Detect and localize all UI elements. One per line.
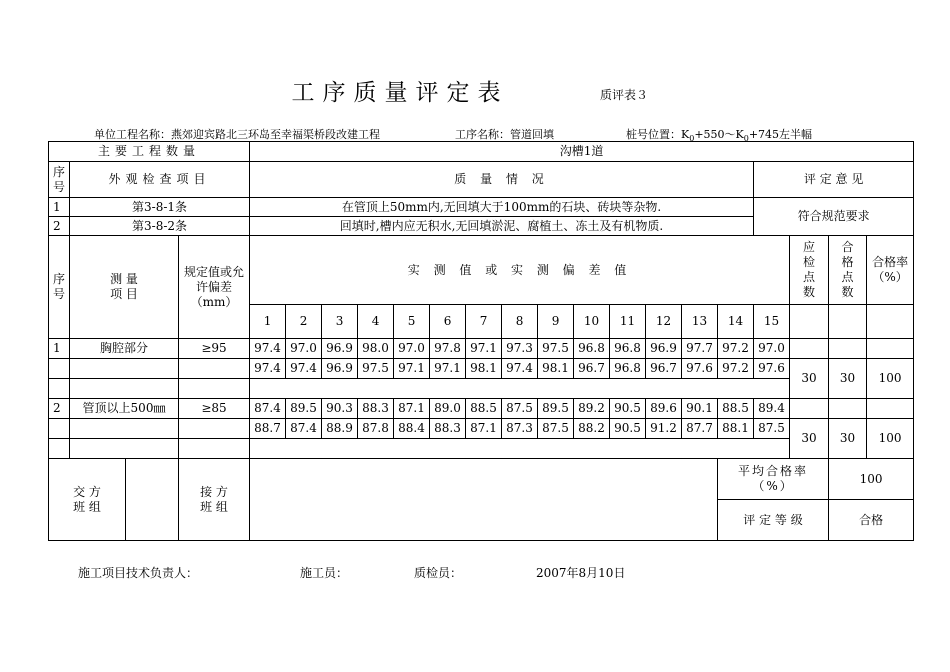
process-value: 管道回填: [510, 128, 554, 141]
empty-cell: [49, 359, 70, 379]
value-cell: 88.3: [430, 419, 466, 439]
col-header: 10: [574, 305, 610, 339]
value-cell: 87.1: [394, 399, 430, 419]
col-header: 5: [394, 305, 430, 339]
process-name: [455, 126, 554, 142]
value-cell: 90.3: [322, 399, 358, 419]
main-qty-label: 主要工程数量: [49, 142, 250, 162]
empty-cell: [70, 359, 179, 379]
value-cell: 97.1: [430, 359, 466, 379]
check-no: 2: [49, 217, 70, 236]
value-cell: 87.7: [682, 419, 718, 439]
value-cell: 87.1: [466, 419, 502, 439]
tolerance-label: 规定值或允许偏差（mm）: [179, 236, 250, 339]
pile-sub2: 0: [743, 134, 749, 144]
empty-cell: [179, 419, 250, 439]
col-header: 9: [538, 305, 574, 339]
empty-cell: [70, 439, 179, 459]
avg-rate-value: 100: [829, 459, 914, 500]
col-header: 8: [502, 305, 538, 339]
empty-cell: [49, 379, 70, 399]
value-cell: 97.1: [466, 339, 502, 359]
value-cell: 89.4: [754, 399, 790, 419]
value-cell: 96.8: [574, 339, 610, 359]
form-title: 工序质量评定表: [291, 80, 509, 106]
value-cell: 98.1: [466, 359, 502, 379]
check-item: 第3-8-1条: [70, 198, 250, 217]
measure-tol: ≥85: [179, 399, 250, 419]
value-cell: 96.7: [574, 359, 610, 379]
value-cell: 97.0: [286, 339, 322, 359]
empty-cell: [790, 339, 829, 359]
opinion-value: 符合规范要求: [754, 198, 914, 236]
col-header: 1: [250, 305, 286, 339]
handover-team-label: 交 方 班 组: [49, 459, 126, 541]
value-cell: 88.2: [574, 419, 610, 439]
empty-cell: [179, 359, 250, 379]
measured-label: 实 测 值 或 实 测 偏 差 值: [250, 236, 790, 305]
tech-lead-label: 施工项目技术负责人：: [78, 566, 199, 580]
rate-value: 100: [867, 419, 914, 459]
value-cell: 97.8: [430, 339, 466, 359]
appearance-label: 外观检查项目: [70, 162, 250, 198]
col-header: 4: [358, 305, 394, 339]
value-cell: 87.3: [502, 419, 538, 439]
rate-label: 合格率（%）: [867, 236, 914, 305]
value-cell: 89.6: [646, 399, 682, 419]
empty-cell: [49, 439, 70, 459]
quality-table: [48, 141, 914, 541]
qualified-value: 30: [829, 419, 867, 459]
pile-k1: K: [681, 128, 690, 141]
measure-no: 1: [49, 339, 70, 359]
check-desc: 在管顶上50mm内,无回填大于100mm的石块、砖块等杂物.: [250, 198, 754, 217]
unit-project: [94, 126, 380, 142]
empty-cell: [829, 339, 867, 359]
pile-mid: +550～K: [694, 128, 744, 141]
grade-value: 合格: [829, 500, 914, 541]
main-qty-value: 沟槽1道: [250, 142, 914, 162]
points-value: 30: [790, 359, 829, 399]
value-cell: 87.4: [286, 419, 322, 439]
measure-item: 管顶以上500㎜: [70, 399, 179, 419]
value-cell: 97.7: [682, 339, 718, 359]
quality-label: 质 量 情 况: [250, 162, 754, 198]
value-cell: 90.1: [682, 399, 718, 419]
col-header: 2: [286, 305, 322, 339]
empty-cell: [250, 379, 790, 399]
measure-item: 胸腔部分: [70, 339, 179, 359]
value-cell: 89.5: [286, 399, 322, 419]
empty-cell: [179, 379, 250, 399]
value-cell: 97.5: [538, 339, 574, 359]
col-header: 15: [754, 305, 790, 339]
empty-cell: [790, 305, 829, 339]
value-cell: 88.9: [322, 419, 358, 439]
value-cell: 97.4: [286, 359, 322, 379]
value-cell: 97.1: [394, 359, 430, 379]
value-cell: 96.7: [646, 359, 682, 379]
value-cell: 89.0: [430, 399, 466, 419]
avg-rate-label: 平均合格率（%）: [718, 459, 829, 500]
qualified-value: 30: [829, 359, 867, 399]
col-header: 7: [466, 305, 502, 339]
value-cell: 87.5: [538, 419, 574, 439]
value-cell: 89.5: [538, 399, 574, 419]
value-cell: 89.2: [574, 399, 610, 419]
empty-cell: [49, 419, 70, 439]
measure-tol: ≥95: [179, 339, 250, 359]
measure-no: 2: [49, 399, 70, 419]
opinion-label: 评 定 意 见: [754, 162, 914, 198]
rate-value: 100: [867, 359, 914, 399]
value-cell: 87.4: [250, 399, 286, 419]
empty-cell: [70, 419, 179, 439]
empty-cell: [790, 399, 829, 419]
empty-cell: [70, 379, 179, 399]
measure-item-label: 测 量 项 目: [70, 236, 179, 339]
value-cell: 88.4: [394, 419, 430, 439]
value-cell: 97.3: [502, 339, 538, 359]
value-cell: 90.5: [610, 419, 646, 439]
col-header: 11: [610, 305, 646, 339]
col-header: 6: [430, 305, 466, 339]
value-cell: 97.4: [502, 359, 538, 379]
value-cell: 97.6: [754, 359, 790, 379]
value-cell: 96.9: [322, 339, 358, 359]
value-cell: 96.8: [610, 359, 646, 379]
value-cell: 97.2: [718, 359, 754, 379]
value-cell: 97.6: [682, 359, 718, 379]
seq-label: 序号: [49, 162, 70, 198]
points-value: 30: [790, 419, 829, 459]
value-cell: 88.5: [718, 399, 754, 419]
value-cell: 97.4: [250, 359, 286, 379]
empty-cell: [250, 439, 790, 459]
value-cell: 96.8: [610, 339, 646, 359]
value-cell: 88.3: [358, 399, 394, 419]
value-cell: 87.8: [358, 419, 394, 439]
qualified-label: 合格点数: [829, 236, 867, 305]
col-header: 14: [718, 305, 754, 339]
check-desc: 回填时,槽内应无积水,无回填淤泥、腐植土、冻土及有机物质.: [250, 217, 754, 236]
value-cell: 88.7: [250, 419, 286, 439]
value-cell: 91.2: [646, 419, 682, 439]
value-cell: 98.1: [538, 359, 574, 379]
form-number: 质评表３: [600, 88, 649, 102]
value-cell: 87.5: [502, 399, 538, 419]
inspector-label: 质检员：: [414, 566, 463, 580]
worker-label: 施工员：: [300, 566, 349, 580]
sign-date: 2007年8月10日: [536, 566, 626, 580]
points-label: 应检点数: [790, 236, 829, 305]
unit-value: 燕郊迎宾路北三环岛至幸福渠桥段改建工程: [171, 128, 380, 141]
value-cell: 96.9: [322, 359, 358, 379]
pile-label: 桩号位置：: [626, 128, 681, 141]
value-cell: 88.1: [718, 419, 754, 439]
value-cell: 97.2: [718, 339, 754, 359]
empty-cell: [829, 399, 867, 419]
pile-sub1: 0: [689, 134, 695, 144]
handover-team-value: [126, 459, 179, 541]
value-cell: 88.5: [466, 399, 502, 419]
value-cell: 97.0: [394, 339, 430, 359]
empty-cell: [867, 339, 914, 359]
col-header: 12: [646, 305, 682, 339]
check-no: 1: [49, 198, 70, 217]
signoff-blank: [250, 459, 718, 541]
unit-label: 单位工程名称：: [94, 128, 171, 141]
check-item: 第3-8-2条: [70, 217, 250, 236]
grade-label: 评 定 等 级: [718, 500, 829, 541]
value-cell: 97.4: [250, 339, 286, 359]
value-cell: 97.5: [358, 359, 394, 379]
value-cell: 97.0: [754, 339, 790, 359]
value-cell: 98.0: [358, 339, 394, 359]
empty-cell: [867, 399, 914, 419]
empty-cell: [829, 305, 867, 339]
seq-label-2: 序号: [49, 236, 70, 339]
empty-cell: [179, 439, 250, 459]
process-label: 工序名称：: [455, 128, 510, 141]
value-cell: 96.9: [646, 339, 682, 359]
col-header: 13: [682, 305, 718, 339]
col-header: 3: [322, 305, 358, 339]
pile-end: +745左半幅: [748, 128, 813, 141]
empty-cell: [867, 305, 914, 339]
value-cell: 87.5: [754, 419, 790, 439]
receiver-team-label: 接 方 班 组: [179, 459, 250, 541]
value-cell: 90.5: [610, 399, 646, 419]
